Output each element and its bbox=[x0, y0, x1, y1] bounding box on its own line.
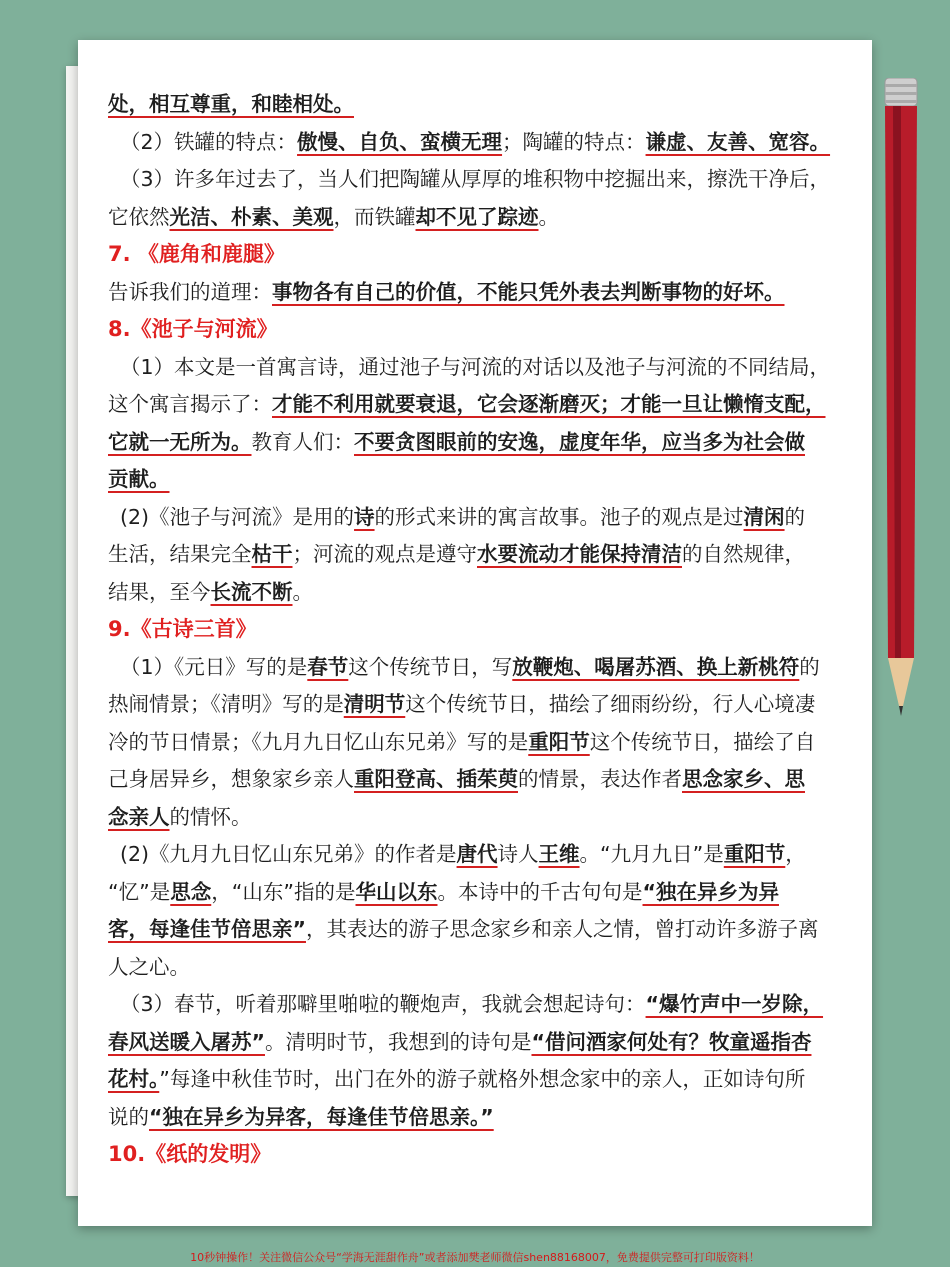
body-text: 冷的节日情景；《九月九日忆山东兄弟》写的是 bbox=[108, 729, 529, 754]
body-text: 的情景，表达作者 bbox=[518, 767, 682, 791]
key-answer: 重阳节 bbox=[528, 729, 590, 754]
text-line bbox=[108, 536, 858, 574]
body-text: 的自然规律， bbox=[682, 542, 805, 566]
key-answer: 枯干 bbox=[251, 542, 293, 566]
footer-notice: 10秒钟操作！关注微信公众号“学海无涯甜作舟”或者添加樊老师微信shen88168007，免费提供完整可打印版资料！ bbox=[190, 1251, 760, 1264]
body-text: ， bbox=[785, 842, 806, 866]
section-heading: 9.《古诗三首》 bbox=[108, 617, 257, 641]
text-line bbox=[108, 236, 858, 274]
body-text: 生活，结果完全 bbox=[108, 542, 252, 566]
text-line bbox=[108, 349, 858, 387]
text-line bbox=[108, 686, 858, 724]
body-text: 教育人们： bbox=[251, 429, 354, 454]
text-line bbox=[108, 799, 858, 837]
key-answer: 长流不断 bbox=[210, 579, 293, 604]
key-answer: 放鞭炮、喝屠苏酒、换上新桃符 bbox=[512, 654, 800, 679]
key-answer: 思念 bbox=[170, 879, 212, 904]
key-answer: 花村。 bbox=[108, 1067, 160, 1091]
text-line bbox=[108, 86, 858, 124]
text-line bbox=[108, 836, 858, 874]
body-text: (2)《池子与河流》是用的 bbox=[120, 504, 355, 529]
text-line bbox=[108, 311, 858, 349]
text-line bbox=[108, 199, 858, 237]
text-line bbox=[108, 986, 858, 1024]
text-line bbox=[108, 1024, 858, 1062]
body-text: 。“九月九日”是 bbox=[579, 842, 724, 866]
body-text: ，其表达的游子思念家乡和亲人之情，曾打动许多游子离 bbox=[305, 917, 819, 941]
pencil-image bbox=[881, 78, 921, 718]
key-answer: 光洁、朴素、美观 bbox=[169, 204, 334, 229]
body-text: （1）本文是一首寓言诗，通过池子与河流的对话以及池子与河流的不同结局， bbox=[120, 354, 831, 379]
body-text: 热闹情景；《清明》写的是 bbox=[108, 692, 344, 716]
key-answer: 华山以东 bbox=[355, 879, 438, 904]
text-line bbox=[108, 499, 858, 537]
text-line bbox=[108, 1061, 858, 1099]
body-text: 的形式来讲的寓言故事。池子的观点是过 bbox=[374, 504, 744, 529]
key-answer: “爆竹声中一岁除， bbox=[645, 992, 824, 1016]
key-answer: 清闲 bbox=[743, 504, 785, 529]
text-line bbox=[108, 274, 858, 312]
text-line bbox=[108, 874, 858, 912]
key-answer: 重阳登高、插茱萸 bbox=[354, 767, 518, 791]
text-line bbox=[108, 1136, 858, 1174]
key-answer: 念亲人 bbox=[108, 804, 170, 829]
text-line bbox=[108, 611, 858, 649]
body-text: 这个传统节日，描绘了细雨纷纷，行人心境凄 bbox=[405, 692, 816, 716]
key-answer: 客，每逢佳节倍思亲” bbox=[108, 917, 306, 941]
body-text: 。清明时节，我想到的诗句是 bbox=[264, 1029, 532, 1054]
key-answer: 它就一无所为。 bbox=[108, 429, 252, 454]
body-text: 。 bbox=[538, 204, 559, 229]
body-text: 己身居异乡，想象家乡亲人 bbox=[108, 767, 354, 791]
key-answer: 不要贪图眼前的安逸，虚度年华，应当多为社会做 bbox=[354, 429, 805, 454]
key-answer: “独在异乡为异 bbox=[642, 879, 779, 904]
body-text: 说的 bbox=[108, 1104, 149, 1129]
body-text: （3）春节，听着那噼里啪啦的鞭炮声，我就会想起诗句： bbox=[120, 992, 646, 1016]
body-text: 人之心。 bbox=[108, 954, 190, 979]
section-heading: 7. 《鹿角和鹿腿》 bbox=[108, 242, 285, 266]
text-line bbox=[108, 124, 858, 162]
body-text: ”每逢中秋佳节时，出门在外的游子就格外想念家中的亲人，正如诗句所 bbox=[159, 1067, 806, 1091]
key-answer: “独在异乡为异客，每逢佳节倍思亲。” bbox=[149, 1104, 494, 1129]
key-answer: 清明节 bbox=[343, 692, 406, 716]
text-line bbox=[108, 649, 858, 687]
body-text: 结果，至今 bbox=[108, 579, 211, 604]
key-answer: 水要流动才能保持清洁 bbox=[477, 542, 682, 566]
body-text: 它依然 bbox=[108, 204, 170, 229]
key-answer: “借问酒家何处有？牧童遥指杏 bbox=[531, 1029, 812, 1054]
body-text: 这个传统节日，描绘了自 bbox=[589, 729, 816, 754]
text-line bbox=[108, 461, 858, 499]
body-text: (2)《九月九日忆山东兄弟》的作者是 bbox=[120, 842, 457, 866]
body-text: （1）《元日》写的是 bbox=[120, 654, 308, 679]
body-text: 的 bbox=[799, 654, 820, 679]
text-line bbox=[108, 724, 858, 762]
key-answer: 思念家乡、思 bbox=[682, 767, 805, 791]
body-text: ；陶罐的特点： bbox=[502, 129, 646, 154]
text-line bbox=[108, 949, 858, 987]
body-text: “忆”是 bbox=[108, 879, 171, 904]
key-answer: 春节 bbox=[307, 654, 349, 679]
key-answer: 傲慢、自负、蛮横无理 bbox=[297, 129, 503, 154]
key-answer: 诗 bbox=[354, 504, 375, 529]
body-text: ，“山东”指的是 bbox=[211, 879, 356, 904]
body-text: 。 bbox=[292, 579, 313, 604]
key-answer: 才能不利用就要衰退，它会逐渐磨灭；才能一旦让懒惰支配， bbox=[272, 392, 826, 416]
key-answer: 贡献。 bbox=[108, 467, 170, 491]
text-line bbox=[108, 761, 858, 799]
text-line bbox=[108, 161, 858, 199]
body-text: （2）铁罐的特点： bbox=[120, 129, 298, 154]
body-text: 这个传统节日，写 bbox=[348, 654, 513, 679]
text-line bbox=[108, 386, 858, 424]
key-answer: 春风送暖入屠苏” bbox=[108, 1029, 265, 1054]
section-heading: 8.《池子与河流》 bbox=[108, 317, 278, 341]
section-heading: 10.《纸的发明》 bbox=[108, 1142, 272, 1166]
body-text: 的情怀。 bbox=[169, 804, 252, 829]
key-answer: 事物各有自己的价值，不能只凭外表去判断事物的好坏。 bbox=[272, 279, 785, 304]
key-answer: 王维 bbox=[538, 842, 580, 866]
text-line bbox=[108, 1099, 858, 1137]
text-line bbox=[108, 911, 858, 949]
text-line bbox=[108, 424, 858, 462]
worksheet-page bbox=[78, 40, 872, 1226]
body-text: ；河流的观点是遵守 bbox=[292, 542, 477, 566]
body-text: ，而铁罐 bbox=[333, 204, 416, 229]
key-answer: 谦虚、友善、宽容。 bbox=[645, 129, 831, 154]
body-text: 这个寓言揭示了： bbox=[108, 392, 272, 416]
key-answer: 却不见了踪迹 bbox=[415, 204, 539, 229]
key-answer: 唐代 bbox=[456, 842, 498, 866]
body-text: 。本诗中的千古句句是 bbox=[437, 879, 643, 904]
key-answer: 重阳节 bbox=[723, 842, 786, 866]
body-text: 的 bbox=[784, 504, 806, 529]
key-answer: 处，相互尊重，和睦相处。 bbox=[108, 92, 354, 116]
worksheet-content bbox=[108, 86, 858, 1174]
body-text: （3）许多年过去了，当人们把陶罐从厚厚的堆积物中挖掘出来，擦洗干净后， bbox=[120, 167, 831, 191]
body-text: 诗人 bbox=[497, 842, 539, 866]
text-line bbox=[108, 574, 858, 612]
body-text: 告诉我们的道理： bbox=[108, 279, 272, 304]
